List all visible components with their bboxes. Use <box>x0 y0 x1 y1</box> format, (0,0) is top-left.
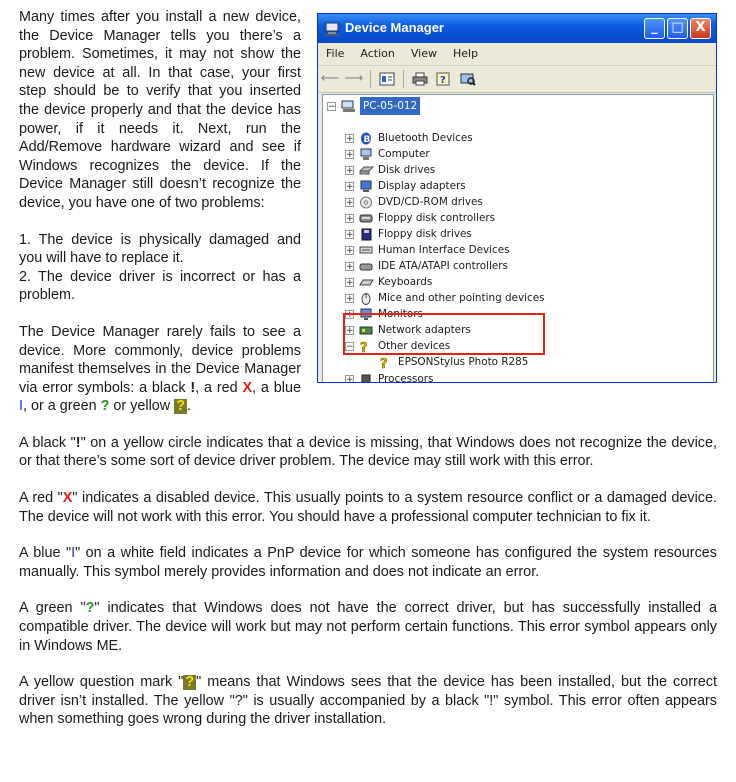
blue-i-symbol: I <box>71 545 76 562</box>
red-symbol-paragraph <box>19 489 717 526</box>
expand-icon[interactable]: + <box>346 133 354 144</box>
tree-item-label: Floppy disk controllers <box>378 211 496 224</box>
computer-icon <box>359 148 374 161</box>
text: " indicates that Windows does not have the correct driver, but has successfully installed a compatible driver. The device will work but may not perform certain functions. This error symbol appears only in Windows ME. <box>19 600 718 654</box>
green-question-symbol: ? <box>100 398 110 415</box>
tree-item-label: Mice and other pointing devices <box>378 291 545 304</box>
tree-item-label: Disk drives <box>378 163 436 176</box>
yellow-question-symbol: ? <box>176 398 185 415</box>
text: or yellow <box>109 398 175 415</box>
floppy-controller-icon <box>359 212 374 225</box>
properties-icon[interactable] <box>377 69 397 89</box>
black-exclamation-symbol: ! <box>190 379 196 396</box>
tree-item-bluetooth[interactable] <box>345 130 473 146</box>
tree-item-floppy-controllers[interactable] <box>345 210 495 226</box>
article <box>19 8 717 729</box>
tree-item-label: Computer <box>378 147 430 160</box>
expand-icon[interactable]: + <box>346 277 354 288</box>
expand-icon[interactable]: + <box>346 213 354 224</box>
display-adapter-icon <box>359 180 374 193</box>
text: " means that Windows sees that the device has been installed, but the correct driver isn’t installed. The yellow "?" is usually accompanied by a black "!" symbol. This error often appears when something goes wrong during the driver installation. <box>19 674 717 728</box>
text: A green " <box>19 600 86 617</box>
tree-item-label: Keyboards <box>378 275 433 288</box>
print-icon[interactable] <box>410 69 430 89</box>
toolbar-separator <box>370 70 371 88</box>
svg-text:?: ? <box>360 340 368 353</box>
tree-item-ide[interactable] <box>345 258 508 274</box>
intro-paragraph: Many times after you install a new device, the Device Manager tells you there’s a problem. Sometimes, it may not show the new device at all. In that case, your first step should be to verify that you inserted the device properly and that the device has power, if it needs it. Next, run the Add/Remove hardware wizard and see if Windows recognizes the device. If the Device Manager still doesn’t recognize the device, you have one of two problems: <box>19 9 301 211</box>
menu-action[interactable]: Action <box>360 46 395 60</box>
tree-item-label: Monitors <box>378 307 423 320</box>
expand-icon[interactable]: + <box>346 293 354 304</box>
maximize-button[interactable]: □ <box>667 18 688 39</box>
toolbar <box>318 66 716 93</box>
text: " indicates a disabled device. This usually points to a system resource conflict or a damaged device. The device will not work with this error. You should have a professional computer technician to fix it. <box>19 490 717 525</box>
text: A blue " <box>19 545 72 562</box>
expand-icon[interactable]: + <box>346 165 354 176</box>
svg-text:?: ? <box>380 356 388 369</box>
ide-controller-icon <box>359 260 374 273</box>
yellow-symbol-paragraph <box>19 673 717 729</box>
toolbar-separator <box>403 70 404 88</box>
menu-help[interactable]: Help <box>452 46 479 60</box>
red-x-symbol: X <box>62 490 73 507</box>
green-symbol-paragraph <box>19 599 717 655</box>
bluetooth-icon <box>359 132 374 145</box>
expand-icon[interactable]: + <box>346 181 354 192</box>
text: A yellow question mark " <box>19 674 184 691</box>
tree-item-label: Other devices <box>378 339 451 352</box>
computer-icon <box>341 100 356 113</box>
yellow-question-symbol: ? <box>185 674 195 691</box>
menu-file[interactable]: File <box>326 46 345 60</box>
tree-item-epson[interactable] <box>379 354 528 370</box>
highlight-box <box>343 313 545 355</box>
tree-item-processors[interactable] <box>345 371 433 383</box>
floppy-drive-icon <box>359 228 374 241</box>
svg-text:?: ? <box>440 75 446 86</box>
text: , a red <box>195 379 243 396</box>
help-icon[interactable] <box>434 69 454 89</box>
computer-icon <box>324 22 340 36</box>
text: " on a white field indicates a PnP device for which someone has configured the system resources manually. This symbol merely provides information and does not indicate an error. <box>19 545 717 580</box>
black-symbol-paragraph <box>19 434 717 471</box>
menu-bar <box>318 43 716 66</box>
red-x-symbol: X <box>242 379 253 396</box>
text: . <box>186 398 191 415</box>
expand-icon[interactable]: + <box>346 374 354 383</box>
tree-item-label: Floppy disk drives <box>378 227 472 240</box>
text: " on a yellow circle indicates that a device is missing, that Windows does not recognize the device, or that there’s some sort of device driver problem. The device may still work with this error. <box>19 434 717 470</box>
tree-item-hid[interactable] <box>345 242 510 258</box>
hid-icon <box>359 244 374 257</box>
tree-item-floppy-drives[interactable] <box>345 226 472 242</box>
problem-1: 1. The device is physically damaged and you will have to replace it. <box>19 231 301 267</box>
scan-hardware-icon[interactable] <box>458 69 478 89</box>
collapse-icon[interactable]: − <box>328 101 336 112</box>
menu-view[interactable]: View <box>410 46 437 60</box>
tree-item-label: Network adapters <box>378 323 471 336</box>
tree-item-mice[interactable] <box>345 290 545 306</box>
tree-item-label: IDE ATA/ATAPI controllers <box>378 259 508 272</box>
yellow-question-icon <box>379 356 394 369</box>
green-question-symbol: ? <box>85 600 95 617</box>
tree-item-label: DVD/CD-ROM drives <box>378 195 483 208</box>
forward-arrow-icon[interactable]: ⟶ <box>344 70 364 86</box>
text: A red " <box>19 490 63 507</box>
tree-item-keyboards[interactable] <box>345 274 432 290</box>
title-bar[interactable] <box>318 14 716 43</box>
expand-icon[interactable]: + <box>346 229 354 240</box>
tree-item-label: Human Interface Devices <box>378 243 510 256</box>
expand-icon[interactable]: + <box>346 245 354 256</box>
expand-icon[interactable]: + <box>346 149 354 160</box>
keyboard-icon <box>359 276 374 289</box>
blue-i-symbol: I <box>19 398 23 415</box>
blue-symbol-paragraph <box>19 544 717 581</box>
black-exclamation-symbol: ! <box>75 434 81 451</box>
disk-drive-icon <box>359 164 374 177</box>
tree-root-label: PC-05-012 <box>360 97 420 116</box>
expand-icon[interactable]: + <box>346 197 354 208</box>
cd-rom-icon <box>359 196 374 209</box>
expand-icon[interactable]: + <box>346 261 354 272</box>
tree-item-label: Bluetooth Devices <box>378 131 473 144</box>
processor-icon <box>359 373 374 384</box>
text: The Device Manager rarely fails to see a device. More commonly, device problems manifest themselves in the Device Manager via error symbols: a black <box>19 323 301 396</box>
expand-icon[interactable]: + <box>346 309 354 320</box>
window-title: Device Manager <box>345 20 444 36</box>
tree-root[interactable] <box>327 98 420 114</box>
close-button[interactable]: X <box>690 18 711 39</box>
problem-2: 2. The device driver is incorrect or has a problem. <box>19 268 301 304</box>
collapse-icon[interactable]: − <box>346 341 354 352</box>
tree-item-computer[interactable] <box>345 146 430 162</box>
minimize-button[interactable]: _ <box>644 18 665 39</box>
text: , a blue <box>252 379 301 396</box>
tree-item-dvd-cd[interactable] <box>345 194 483 210</box>
text: A black " <box>19 434 76 451</box>
device-manager-screenshot <box>317 13 717 383</box>
svg-text:B: B <box>363 134 371 145</box>
back-arrow-icon[interactable]: ⟵ <box>320 70 340 86</box>
text: , or a green <box>23 398 101 415</box>
tree-item-label: Processors <box>378 372 434 383</box>
tree-item-display-adapters[interactable] <box>345 178 466 194</box>
device-tree <box>322 94 714 383</box>
device-manager-window <box>317 13 717 383</box>
tree-item-label: Display adapters <box>378 179 466 192</box>
expand-icon[interactable]: + <box>346 325 354 336</box>
mouse-icon <box>359 292 374 305</box>
tree-item-label: EPSONStylus Photo R285 <box>398 355 529 368</box>
tree-item-disk-drives[interactable] <box>345 162 435 178</box>
